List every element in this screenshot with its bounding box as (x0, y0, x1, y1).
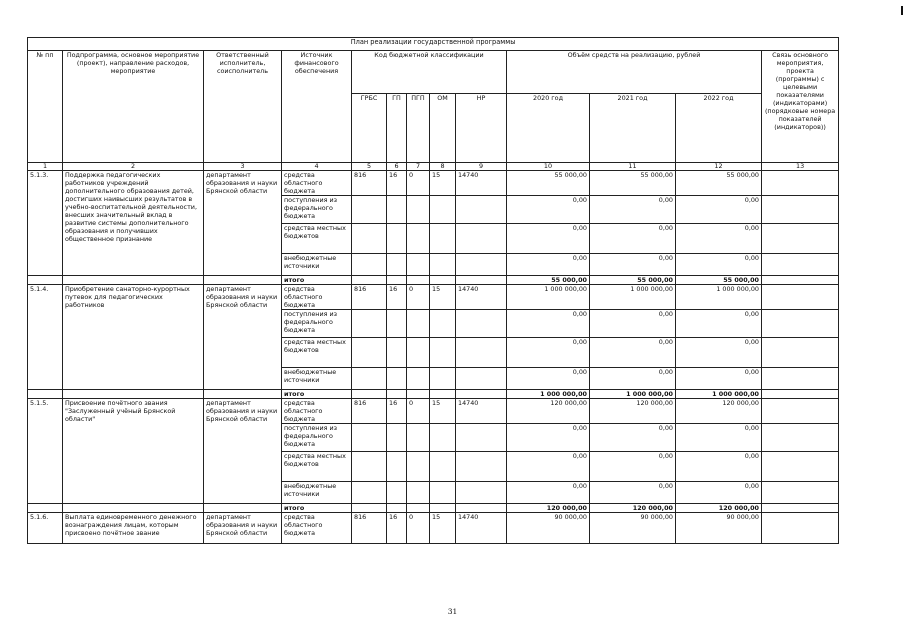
code-om-blank (430, 224, 456, 254)
indicator-link (762, 224, 839, 254)
responsible-blank (204, 504, 282, 513)
code-grbs: 816 (352, 171, 387, 196)
program-plan-table (27, 37, 839, 544)
code-pgp: 0 (407, 399, 430, 424)
code-nr-blank (456, 196, 507, 224)
amount-2021: 0,00 (590, 338, 676, 368)
funding-source: средства областного бюджета (282, 513, 352, 544)
code-gp: 16 (387, 513, 407, 544)
header-nr: НР (456, 94, 507, 163)
amount-2022: 0,00 (676, 482, 762, 504)
amount-2020: 0,00 (507, 254, 590, 276)
amount-2020: 0,00 (507, 452, 590, 482)
code-om: 15 (430, 285, 456, 310)
amount-2021: 1 000 000,00 (590, 285, 676, 310)
column-number: 6 (387, 163, 407, 171)
code-grbs: 816 (352, 513, 387, 544)
code-nr: 14740 (456, 171, 507, 196)
column-number: 4 (282, 163, 352, 171)
code-om: 15 (430, 171, 456, 196)
funding-source: внебюджетные источники (282, 482, 352, 504)
table-title: План реализации государственной программы (28, 38, 839, 51)
code-gp: 16 (387, 399, 407, 424)
code-grbs-blank (352, 338, 387, 368)
indicator-link (762, 310, 839, 338)
code-pgp: 0 (407, 513, 430, 544)
column-number: 10 (507, 163, 590, 171)
amount-2022: 0,00 (676, 424, 762, 452)
code-grbs-blank (352, 196, 387, 224)
table-row (28, 399, 839, 424)
amount-2022: 55 000,00 (676, 276, 762, 285)
amount-2021: 55 000,00 (590, 171, 676, 196)
header-om: ОМ (430, 94, 456, 163)
amount-2020: 55 000,00 (507, 276, 590, 285)
indicator-link (762, 424, 839, 452)
column-number: 1 (28, 163, 63, 171)
code-om: 15 (430, 399, 456, 424)
code-grbs: 816 (352, 399, 387, 424)
column-number: 11 (590, 163, 676, 171)
code-pgp: 0 (407, 171, 430, 196)
code-om-blank (430, 424, 456, 452)
header-num: № пп (28, 51, 63, 163)
header-responsible: Ответственный исполнитель, соисполнитель (204, 51, 282, 163)
code-pgp-blank (407, 224, 430, 254)
code-gp-blank (387, 390, 407, 399)
measure-name-blank (63, 504, 204, 513)
amount-2020: 1 000 000,00 (507, 390, 590, 399)
indicator-link (762, 276, 839, 285)
code-nr-blank (456, 254, 507, 276)
row-number-blank (28, 390, 63, 399)
responsible-executor: департамент образования и науки Брянской области (204, 399, 282, 504)
measure-name: Присвоение почётного звания "Заслуженный учёный Брянской области" (63, 399, 204, 504)
header-volume: Объём средств на реализацию, рублей (507, 51, 762, 94)
indicator-link (762, 254, 839, 276)
measure-name: Выплата единовременного денежного вознаграждения лицам, которым присвоено почётное звание (63, 513, 204, 544)
column-number: 2 (63, 163, 204, 171)
column-number: 13 (762, 163, 839, 171)
table-row (28, 276, 839, 285)
indicator-link (762, 368, 839, 390)
amount-2020: 0,00 (507, 196, 590, 224)
responsible-blank (204, 276, 282, 285)
amount-2021: 0,00 (590, 254, 676, 276)
amount-2021: 55 000,00 (590, 276, 676, 285)
column-number: 3 (204, 163, 282, 171)
code-grbs-blank (352, 482, 387, 504)
code-gp-blank (387, 254, 407, 276)
code-om-blank (430, 368, 456, 390)
code-nr-blank (456, 504, 507, 513)
amount-2022: 0,00 (676, 338, 762, 368)
measure-name-blank (63, 276, 204, 285)
table-row (28, 513, 839, 544)
row-number-blank (28, 504, 63, 513)
code-nr: 14740 (456, 285, 507, 310)
amount-2020: 1 000 000,00 (507, 285, 590, 310)
amount-2020: 0,00 (507, 310, 590, 338)
code-om-blank (430, 452, 456, 482)
code-gp-blank (387, 452, 407, 482)
code-nr-blank (456, 390, 507, 399)
indicator-link (762, 513, 839, 544)
code-grbs-blank (352, 390, 387, 399)
row-number: 5.1.6. (28, 513, 63, 544)
measure-name: Поддержка педагогических работников учреждений дополнительного образования детей, достигших наивысших результатов в учебно-воспитательной деятельности, внесших значительный вклад в развитие системы дополнительного образования и получивших общественное признание (63, 171, 204, 276)
amount-2021: 0,00 (590, 368, 676, 390)
measure-name-blank (63, 390, 204, 399)
row-number: 5.1.4. (28, 285, 63, 390)
header-link: Связь основного мероприятия, проекта (программы) с целевыми показателями (индикаторами) (порядковые номера показателей (индикаторов)) (762, 51, 839, 163)
page-number: 31 (447, 607, 458, 616)
code-grbs-blank (352, 368, 387, 390)
amount-2020: 0,00 (507, 482, 590, 504)
code-om: 15 (430, 513, 456, 544)
amount-2021: 0,00 (590, 482, 676, 504)
code-nr-blank (456, 424, 507, 452)
indicator-link (762, 399, 839, 424)
amount-2022: 120 000,00 (676, 504, 762, 513)
indicator-link (762, 171, 839, 196)
funding-source: средства местных бюджетов (282, 452, 352, 482)
code-gp-blank (387, 482, 407, 504)
funding-source: средства местных бюджетов (282, 338, 352, 368)
amount-2022: 0,00 (676, 452, 762, 482)
amount-2021: 0,00 (590, 224, 676, 254)
table-row (28, 390, 839, 399)
code-pgp-blank (407, 338, 430, 368)
code-om-blank (430, 338, 456, 368)
table-row (28, 285, 839, 310)
code-pgp-blank (407, 276, 430, 285)
header-2021: 2021 год (590, 94, 676, 163)
header-code: Код бюджетной классификации (352, 51, 507, 94)
code-pgp-blank (407, 310, 430, 338)
code-grbs-blank (352, 310, 387, 338)
amount-2021: 0,00 (590, 196, 676, 224)
code-grbs-blank (352, 504, 387, 513)
code-pgp-blank (407, 504, 430, 513)
amount-2022: 0,00 (676, 224, 762, 254)
responsible-executor: департамент образования и науки Брянской области (204, 171, 282, 276)
column-number: 7 (407, 163, 430, 171)
column-number: 8 (430, 163, 456, 171)
code-pgp-blank (407, 452, 430, 482)
indicator-link (762, 390, 839, 399)
funding-source: внебюджетные источники (282, 254, 352, 276)
code-gp-blank (387, 424, 407, 452)
amount-2022: 1 000 000,00 (676, 285, 762, 310)
responsible-executor: департамент образования и науки Брянской области (204, 285, 282, 390)
table-row (28, 504, 839, 513)
code-pgp-blank (407, 390, 430, 399)
funding-source: итого (282, 504, 352, 513)
code-om-blank (430, 504, 456, 513)
column-numbers-row (28, 163, 839, 171)
code-pgp-blank (407, 254, 430, 276)
code-grbs-blank (352, 224, 387, 254)
amount-2022: 90 000,00 (676, 513, 762, 544)
column-number: 9 (456, 163, 507, 171)
code-gp-blank (387, 368, 407, 390)
indicator-link (762, 338, 839, 368)
code-om-blank (430, 196, 456, 224)
responsible-blank (204, 390, 282, 399)
amount-2021: 120 000,00 (590, 399, 676, 424)
amount-2021: 1 000 000,00 (590, 390, 676, 399)
code-pgp-blank (407, 368, 430, 390)
code-gp: 16 (387, 171, 407, 196)
indicator-link (762, 452, 839, 482)
header-source: Источник финансового обеспечения (282, 51, 352, 163)
code-gp: 16 (387, 285, 407, 310)
table-row (28, 171, 839, 196)
row-number-blank (28, 276, 63, 285)
funding-source: средства областного бюджета (282, 399, 352, 424)
code-gp-blank (387, 310, 407, 338)
code-gp-blank (387, 338, 407, 368)
amount-2022: 0,00 (676, 254, 762, 276)
amount-2021: 120 000,00 (590, 504, 676, 513)
amount-2020: 0,00 (507, 224, 590, 254)
code-grbs-blank (352, 276, 387, 285)
code-grbs: 816 (352, 285, 387, 310)
code-nr: 14740 (456, 399, 507, 424)
code-om-blank (430, 390, 456, 399)
amount-2022: 0,00 (676, 368, 762, 390)
funding-source: итого (282, 390, 352, 399)
amount-2022: 0,00 (676, 310, 762, 338)
measure-name: Приобретение санаторно-курортных путевок для педагогических работников (63, 285, 204, 390)
code-nr-blank (456, 368, 507, 390)
code-nr: 14740 (456, 513, 507, 544)
amount-2020: 120 000,00 (507, 399, 590, 424)
code-grbs-blank (352, 452, 387, 482)
funding-source: средства областного бюджета (282, 171, 352, 196)
page-edge-mark (901, 6, 903, 15)
header-2022: 2022 год (676, 94, 762, 163)
funding-source: внебюджетные источники (282, 368, 352, 390)
indicator-link (762, 196, 839, 224)
amount-2020: 0,00 (507, 368, 590, 390)
funding-source: поступления из федерального бюджета (282, 424, 352, 452)
responsible-executor: департамент образования и науки Брянской области (204, 513, 282, 544)
code-nr-blank (456, 338, 507, 368)
code-om-blank (430, 310, 456, 338)
column-number: 5 (352, 163, 387, 171)
code-om-blank (430, 276, 456, 285)
column-number: 12 (676, 163, 762, 171)
code-grbs-blank (352, 424, 387, 452)
amount-2022: 1 000 000,00 (676, 390, 762, 399)
code-gp-blank (387, 196, 407, 224)
amount-2020: 120 000,00 (507, 504, 590, 513)
code-nr-blank (456, 310, 507, 338)
indicator-link (762, 285, 839, 310)
funding-source: итого (282, 276, 352, 285)
funding-source: поступления из федерального бюджета (282, 196, 352, 224)
amount-2020: 55 000,00 (507, 171, 590, 196)
header-pgp: ПГП (407, 94, 430, 163)
header-2020: 2020 год (507, 94, 590, 163)
code-nr-blank (456, 452, 507, 482)
code-pgp-blank (407, 482, 430, 504)
code-pgp-blank (407, 424, 430, 452)
funding-source: средства местных бюджетов (282, 224, 352, 254)
code-gp-blank (387, 224, 407, 254)
amount-2021: 0,00 (590, 424, 676, 452)
code-nr-blank (456, 224, 507, 254)
code-om-blank (430, 482, 456, 504)
funding-source: средства областного бюджета (282, 285, 352, 310)
funding-source: поступления из федерального бюджета (282, 310, 352, 338)
amount-2020: 90 000,00 (507, 513, 590, 544)
code-grbs-blank (352, 254, 387, 276)
code-gp-blank (387, 504, 407, 513)
indicator-link (762, 482, 839, 504)
code-nr-blank (456, 276, 507, 285)
code-pgp-blank (407, 196, 430, 224)
amount-2020: 0,00 (507, 424, 590, 452)
amount-2021: 90 000,00 (590, 513, 676, 544)
code-gp-blank (387, 276, 407, 285)
code-nr-blank (456, 482, 507, 504)
amount-2022: 0,00 (676, 196, 762, 224)
code-pgp: 0 (407, 285, 430, 310)
header-gp: ГП (387, 94, 407, 163)
amount-2020: 0,00 (507, 338, 590, 368)
row-number: 5.1.3. (28, 171, 63, 276)
indicator-link (762, 504, 839, 513)
amount-2022: 120 000,00 (676, 399, 762, 424)
header-grbs: ГРБС (352, 94, 387, 163)
header-subprogram: Подпрограмма, основное мероприятие (проект), направление расходов, мероприятие (63, 51, 204, 163)
row-number: 5.1.5. (28, 399, 63, 504)
amount-2021: 0,00 (590, 452, 676, 482)
amount-2021: 0,00 (590, 310, 676, 338)
amount-2022: 55 000,00 (676, 171, 762, 196)
code-om-blank (430, 254, 456, 276)
